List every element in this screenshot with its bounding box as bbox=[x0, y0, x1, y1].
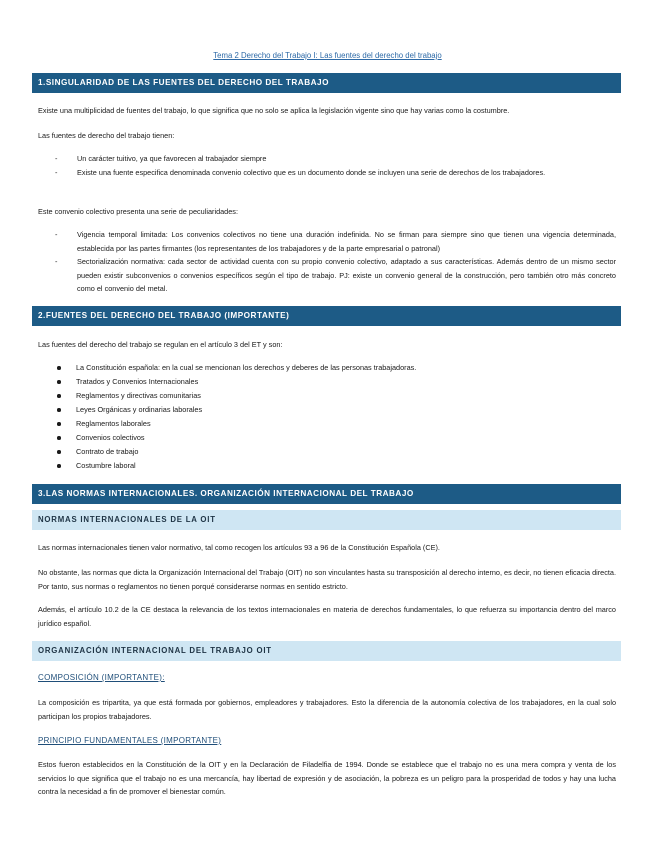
composition-paragraph: La composición es tripartita, ya que está formada por gobiernos, empleadores y trabajadores. Esto la diferencia de la autonomía colectiva de los trabajadores, en la cual solo participan los propios trabajadores. bbox=[38, 698, 616, 721]
principles-paragraph: Estos fueron establecidos en la Constitución de la OIT y en la Declaración de Filadelfia de 1994. Donde se establece que el trabajo no es una mera compra y venta de los servicios lo que significa que el trabajo no es una mercancía, hay libertad de expresión y de asociación, la pobreza es un peligro para la prosperidad de todos y hay una lucha contra la necesidad a fin de promover el bienestar común. bbox=[38, 760, 616, 796]
section-1-paragraph-3: Este convenio colectivo presenta una serie de peculiaridades: bbox=[38, 207, 238, 216]
section-2-intro: Las fuentes del derecho del trabajo se regulan en el artículo 3 del ET y son: bbox=[38, 340, 283, 349]
bullet-list-item: Costumbre laboral bbox=[57, 459, 136, 473]
bullet-list-item: Contrato de trabajo bbox=[57, 445, 138, 459]
bullet-list-item: Reglamentos laborales bbox=[57, 417, 151, 431]
bullet-icon bbox=[57, 394, 61, 398]
principles-heading: PRINCIPIO FUNDAMENTALES (IMPORTANTE) bbox=[38, 736, 222, 745]
dash-list-item: - Vigencia temporal limitada: Los convenios colectivos no tiene una duración indefinida. No se firman para siempre sino que tienen una vigencia determinada, establecida por las partes firmantes (los representantes de los trabajadores y de la parte empresarial o patronal) bbox=[55, 230, 616, 253]
bullet-list-item: Reglamentos y directivas comunitarias bbox=[57, 389, 201, 403]
bullet-list-item: Leyes Orgánicas y ordinarias laborales bbox=[57, 403, 202, 417]
oit-norms-paragraph-3: Además, el artículo 10.2 de la CE destaca la relevancia de los textos internacionales en materia de derechos fundamentales, lo que refuerza su importancia dentro del marco jurídico español. bbox=[38, 605, 616, 628]
bullet-icon bbox=[57, 366, 61, 370]
bullet-icon bbox=[57, 422, 61, 426]
bullet-list-item: Tratados y Convenios Internacionales bbox=[57, 375, 198, 389]
bullet-icon bbox=[57, 380, 61, 384]
section-3-heading: 3.LAS NORMAS INTERNACIONALES. ORGANIZACIÓN INTERNACIONAL DEL TRABAJO bbox=[32, 484, 621, 504]
oit-norms-paragraph-2: No obstante, las normas que dicta la Organización Internacional del Trabajo (OIT) no son vinculantes hasta su transposición al derecho interno, es decir, no tienen eficacia directa. Por tanto, sus normas o reglamentos no tienen porqué considerarse normas en sentido estricto. bbox=[38, 568, 616, 591]
bullet-icon bbox=[57, 450, 61, 454]
section-1-paragraph-1: Existe una multiplicidad de fuentes del trabajo, lo que significa que no solo se aplica la legislación vigente sino que hay varias como la costumbre. bbox=[38, 106, 510, 115]
bullet-icon bbox=[57, 464, 61, 468]
dash-list-item: - Existe una fuente especifica denominada convenio colectivo que es un documento donde se incluyen una serie de derechos de los trabajadores. bbox=[55, 168, 546, 177]
document-title: Tema 2 Derecho del Trabajo I: Las fuentes del derecho del trabajo bbox=[213, 51, 442, 60]
subsection-oit-organization-heading: ORGANIZACIÓN INTERNACIONAL DEL TRABAJO OIT bbox=[32, 641, 621, 661]
oit-norms-paragraph-1: Las normas internacionales tienen valor normativo, tal como recogen los artículos 93 a 96 de la Constitución Española (CE). bbox=[38, 543, 440, 552]
subsection-oit-norms-heading: NORMAS INTERNACIONALES DE LA OIT bbox=[32, 510, 621, 530]
composition-heading: COMPOSICIÓN (IMPORTANTE): bbox=[38, 673, 165, 682]
bullet-list-item: La Constitución española: en la cual se mencionan los derechos y deberes de las personas trabajadoras. bbox=[57, 361, 416, 375]
section-2-heading: 2.FUENTES DEL DERECHO DEL TRABAJO (IMPORTANTE) bbox=[32, 306, 621, 326]
section-1-paragraph-2: Las fuentes de derecho del trabajo tienen: bbox=[38, 131, 175, 140]
bullet-icon bbox=[57, 408, 61, 412]
bullet-list-item: Convenios colectivos bbox=[57, 431, 145, 445]
bullet-icon bbox=[57, 436, 61, 440]
dash-list-item: - Un carácter tuitivo, ya que favorecen al trabajador siempre bbox=[55, 154, 267, 163]
section-1-heading: 1.SINGULARIDAD DE LAS FUENTES DEL DERECHO DEL TRABAJO bbox=[32, 73, 621, 93]
dash-list-item: - Sectorialización normativa: cada sector de actividad cuenta con su propio convenio colectivo, adaptado a sus características. Además dentro de un mismo sector pueden existir subconvenios o convenios específicos según el tipo de trabajo. PJ: existe un convenio general de la construcción, pero también otro más concreto como el convenio del metal. bbox=[55, 257, 616, 293]
